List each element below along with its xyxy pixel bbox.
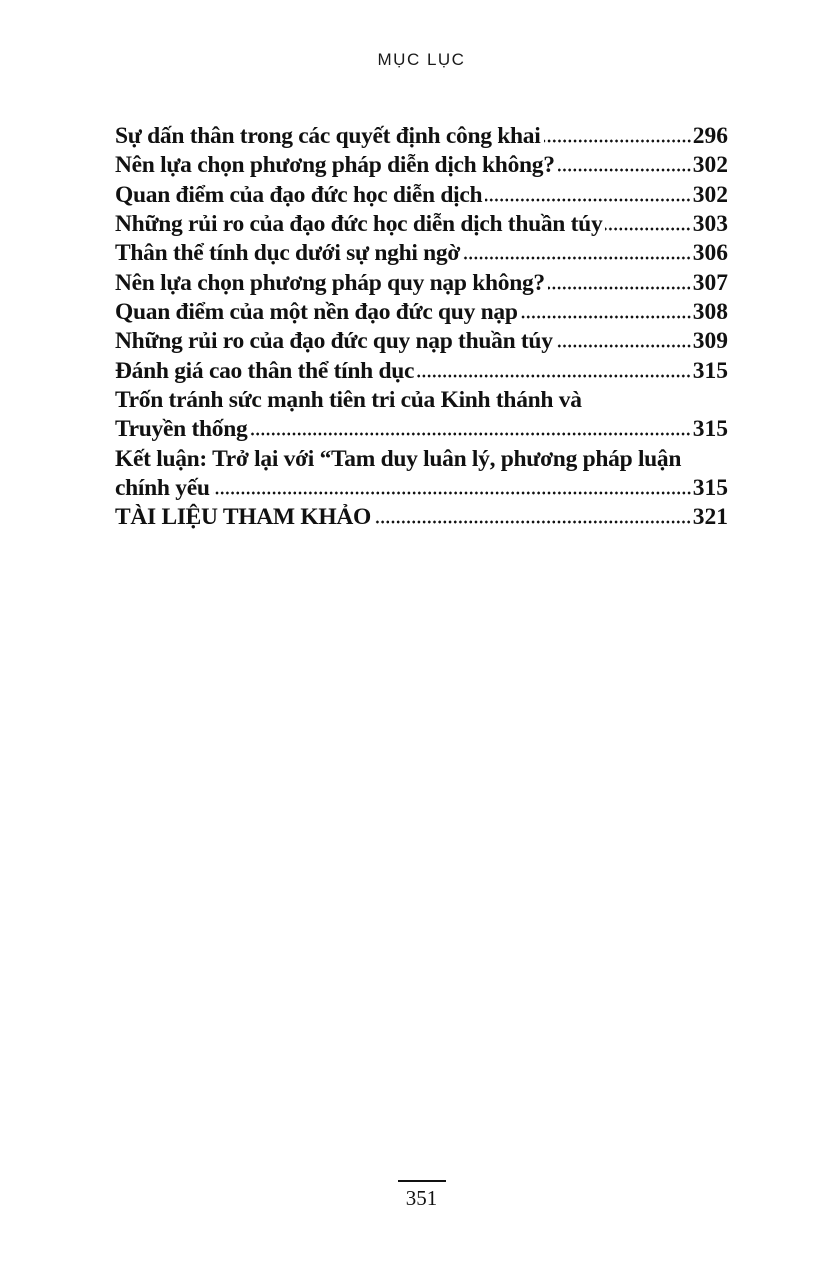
dot-leader bbox=[558, 168, 692, 172]
toc-entry-title: Quan điểm của đạo đức học diễn dịch bbox=[115, 181, 483, 208]
toc-entry bbox=[115, 123, 728, 152]
toc-entry-title: Kết luận: Trở lại với “Tam duy luân lý, phương pháp luận bbox=[115, 445, 682, 472]
toc-entry bbox=[115, 240, 728, 269]
toc-entry-title: Quan điểm của một nền đạo đức quy nạp bbox=[115, 299, 518, 326]
toc-entry-page: 307 bbox=[692, 269, 728, 296]
footer-divider bbox=[398, 1180, 446, 1182]
toc-entry-page: 315 bbox=[692, 475, 728, 502]
page-footer bbox=[115, 1180, 728, 1211]
toc-entry bbox=[115, 358, 728, 387]
dot-leader bbox=[485, 198, 691, 202]
toc-entry-page: 315 bbox=[692, 416, 728, 443]
toc-entry-title: Truyền thống bbox=[115, 416, 248, 443]
toc-entry-title: Sự dấn thân trong các quyết định công khai bbox=[115, 123, 541, 149]
toc-entry-page: 302 bbox=[692, 181, 728, 208]
dot-leader bbox=[556, 344, 692, 348]
footer-page-number: 351 bbox=[405, 1186, 438, 1210]
toc-entry bbox=[115, 182, 728, 211]
toc-entry-page: 303 bbox=[692, 211, 728, 238]
toc-entry-page: 296 bbox=[692, 123, 728, 149]
toc-entry-title: Trốn tránh sức mạnh tiên tri của Kinh thánh và bbox=[115, 387, 582, 414]
toc-entry bbox=[115, 328, 728, 357]
page-title: MỤC LỤC bbox=[377, 50, 466, 69]
toc-entry-page: 308 bbox=[692, 299, 728, 326]
toc-entry-title: Những rủi ro của đạo đức quy nạp thuần túy bbox=[115, 328, 553, 355]
dot-leader bbox=[521, 315, 692, 319]
dot-leader bbox=[463, 256, 692, 260]
toc-entry-title: Những rủi ro của đạo đức học diễn dịch thuần túy bbox=[115, 211, 603, 238]
toc-entry-title: Nên lựa chọn phương pháp quy nạp không? bbox=[115, 269, 545, 296]
toc-entry bbox=[115, 299, 728, 328]
toc-entry-page: 309 bbox=[692, 328, 728, 355]
toc-entry bbox=[115, 416, 728, 445]
toc-entry-title: Thân thể tính dục dưới sự nghi ngờ bbox=[115, 240, 461, 267]
toc-entry-page: 302 bbox=[692, 152, 728, 179]
toc-entry-title: TÀI LIỆU THAM KHẢO bbox=[115, 504, 371, 531]
dot-leader bbox=[374, 520, 692, 524]
dot-leader bbox=[605, 227, 691, 231]
dot-leader bbox=[250, 432, 691, 436]
toc-entry-page: 321 bbox=[692, 504, 728, 531]
toc-entry-title: Đánh giá cao thân thể tính dục bbox=[115, 357, 415, 384]
toc-entry-page: 315 bbox=[692, 357, 728, 384]
toc-entry bbox=[115, 446, 728, 475]
dot-leader bbox=[417, 374, 692, 378]
dot-leader bbox=[213, 491, 692, 495]
toc-list bbox=[115, 123, 728, 534]
toc-entry bbox=[115, 211, 728, 240]
toc-entry-page: 306 bbox=[692, 240, 728, 267]
toc-entry bbox=[115, 387, 728, 416]
toc-entry bbox=[115, 475, 728, 504]
dot-leader bbox=[544, 139, 692, 143]
toc-entry bbox=[115, 152, 728, 181]
toc-entry bbox=[115, 270, 728, 299]
toc-entry-title: chính yếu bbox=[115, 475, 210, 502]
dot-leader bbox=[548, 286, 692, 290]
toc-entry bbox=[115, 504, 728, 533]
toc-entry-title: Nên lựa chọn phương pháp diễn dịch không? bbox=[115, 152, 555, 179]
